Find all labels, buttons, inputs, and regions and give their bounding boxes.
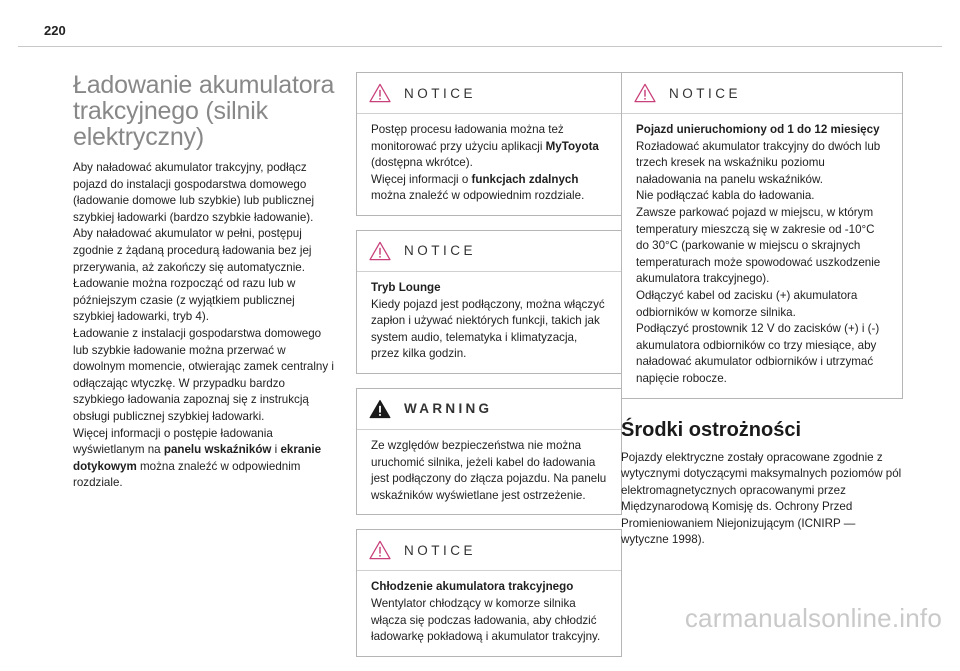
notice-triangle-icon [369, 540, 391, 560]
notice-triangle-icon [369, 241, 391, 261]
section-title [73, 72, 335, 150]
paragraph: Ładowanie można rozpocząć od razu lub w późniejszym czasie (z wyjątkiem publicznej szybkiej ładowarki, tryb 4). [73, 277, 296, 324]
notice-header [357, 231, 621, 272]
notice-triangle-icon [634, 83, 656, 103]
warning-triangle-icon [369, 399, 391, 419]
text: można znaleźć w odpowiednim rozdziale. [73, 459, 301, 490]
notice-triangle-icon [369, 83, 391, 103]
right-column [621, 72, 903, 549]
top-divider [18, 46, 942, 47]
notice-header [357, 530, 621, 571]
warning-title: WARNING [404, 401, 493, 417]
page-number: 220 [44, 23, 66, 38]
bold-term: ekranie dotykowym [73, 443, 322, 473]
notice-title: NOTICE [404, 243, 477, 259]
paragraph: Pojazdy elektryczne zostały opracowane zgodnie z wytycznymi dotyczącymi maksymalnych poziomów pól elektromagnetycznych opracowanymi przez Międzynarodową Komisję ds. Ochrony Przed Promieniowaniem Niejonizującym (ICNIRP — wytyczne 1998). [621, 450, 902, 547]
notice-title: NOTICE [404, 85, 477, 101]
notice-text [371, 579, 607, 645]
paragraph [73, 426, 335, 492]
notice-text [371, 280, 607, 363]
notice-header [622, 73, 902, 114]
left-column [73, 72, 335, 492]
charging-body-text [73, 160, 335, 492]
section-title-line: elektryczny) [73, 123, 204, 151]
paragraph [371, 172, 607, 205]
notice-box [621, 72, 903, 399]
text: (dostępna wkrótce). [371, 156, 473, 170]
warning-box [356, 388, 622, 515]
paragraph: Ładowanie z instalacji gospodarstwa domowego lub szybkie ładowanie można przerwać w dowolnym momencie, otwierając zamek centralny i odłączając wtyczkę. W przypadku bardzo szybkiego ładowania zapoznaj się z instrukcją obsługi publicznej szybkiej ładowarki. [73, 326, 334, 423]
paragraph: Nie podłączać kabla do ładowania. [636, 189, 815, 203]
notice-text [636, 122, 888, 388]
site-watermark: carmanualsonline.info [684, 603, 942, 633]
section-title-line: Ładowanie akumulatora [73, 71, 335, 99]
text: Więcej informacji o postępie ładowania wyświetlanym na [73, 426, 273, 457]
paragraph: Aby naładować akumulator trakcyjny, podłącz pojazd do instalacji gospodarstwa domowego (ładowanie domowe lub szybkie) lub publicznej szybkiej ładowarki (bardzo szybkie ładowanie). [73, 161, 315, 224]
warning-text [371, 438, 607, 504]
paragraph: Ze względów bezpieczeństwa nie można uruchomić silnika, jeżeli kabel do ładowania jest podłączony do złącza pojazdu. Na panelu wskaźników wyświetlane jest ostrzeżenie. [371, 438, 607, 502]
notice-subtitle: Tryb Lounge [371, 280, 441, 294]
notice-subtitle: Pojazd unieruchomiony od 1 do 12 miesięcy [636, 123, 880, 136]
paragraph: Kiedy pojazd jest podłączony, można włączyć zapłon i używać niektórych funkcji, takich jak system audio, telematyka i klimatyzacja, przez kilka godzin. [371, 297, 605, 361]
text: można znaleźć w odpowiednim rozdziale. [371, 189, 585, 203]
safety-heading: Środki ostrożności [621, 418, 802, 441]
bold-term: MyToyota [545, 139, 599, 153]
paragraph: Aby naładować akumulator w pełni, postępuj zgodnie z żądaną procedurą ładowania bez jej przerywania, aż zakończy się automatycznie. [73, 227, 312, 274]
warning-header [357, 389, 621, 430]
paragraph: Odłączyć kabel od zacisku (+) akumulatora odbiorników w komorze silnika. [636, 288, 858, 319]
safety-text [621, 450, 903, 550]
bold-term: panelu wskaźników [163, 443, 272, 457]
text: Postęp procesu ładowania można też monitorować przy użyciu aplikacji [371, 123, 564, 153]
notice-title: NOTICE [404, 542, 477, 558]
notice-subtitle: Chłodzenie akumulatora trakcyjnego [371, 580, 574, 594]
paragraph: Zawsze parkować pojazd w miejscu, w którym temperatury mieszczą się w zakresie od -10°C do 30°C (parkowanie w miejscu o skrajnych temperaturach może spowodować uszkodzenie akumulatora trakcyjnego). [636, 205, 881, 286]
notice-box [356, 230, 622, 374]
bold-term: funkcjach zdalnych [471, 172, 579, 186]
text: i [271, 443, 281, 457]
paragraph: Podłączyć prostownik 12 V do zacisków (+) i (-) akumulatora odbiorników co trzy miesiące, aby naładować akumulator odbiorników i utrzymać napięcie robocze. [636, 322, 880, 385]
section-title-line: trakcyjnego (silnik [73, 97, 268, 125]
notice-header [357, 73, 621, 114]
paragraph: Wentylator chłodzący w komorze silnika włącza się podczas ładowania, aby chłodzić ładowarkę pokładową i akumulator trakcyjny. [371, 596, 601, 644]
notice-text [371, 122, 607, 205]
notice-box [356, 72, 622, 216]
paragraph: Rozładować akumulator trakcyjny do dwóch lub trzech kresek na wskaźniku poziomu naładowania na panelu wskaźników. [636, 139, 881, 186]
notice-title: NOTICE [669, 85, 742, 101]
middle-column [356, 72, 622, 671]
notice-box [356, 529, 622, 656]
text: Więcej informacji o [371, 172, 472, 186]
